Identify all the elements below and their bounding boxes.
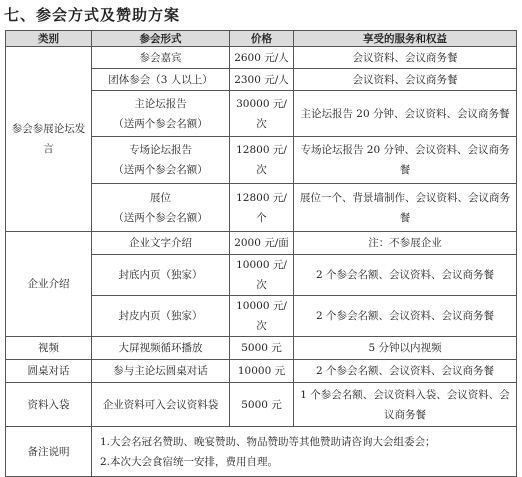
form-cell: 参与主论坛圆桌对话 [92, 360, 230, 383]
form-cell [92, 137, 230, 184]
price-cell: 5000 元 [230, 383, 294, 427]
header-row [6, 31, 517, 47]
notes-row [6, 427, 517, 477]
price-cell: 12800 元/次 [230, 137, 294, 184]
category-cell: 视频 [6, 337, 92, 360]
form-cell: 团体参会（3 人以上） [92, 69, 230, 91]
service-cell: 2 个参会名额、会议资料、会议商务餐 [294, 255, 517, 296]
form-cell: 参会嘉宾 [92, 47, 230, 69]
notes-cell [92, 427, 517, 477]
category-cell [6, 47, 92, 232]
form-label: 展位 [150, 191, 171, 204]
note-line: 2.本次大会食宿统一安排，费用自理。 [100, 455, 279, 468]
category-cell: 企业介绍 [6, 232, 92, 337]
note-line: 1.大会名冠名赞助、晚宴赞助、物品赞助等其他赞助请咨询大会组委会； [100, 435, 436, 448]
form-cell [92, 91, 230, 137]
sponsorship-table [5, 30, 517, 477]
col-header-category: 类别 [6, 31, 92, 47]
form-note: （送两个参会名额） [113, 164, 208, 176]
form-cell: 封皮内页（独家） [92, 296, 230, 337]
price-cell: 5000 元 [230, 337, 294, 360]
price-cell: 2600 元/人 [230, 47, 294, 69]
form-cell: 企业资料可入会议资料袋 [92, 383, 230, 427]
service-cell: 会议资料、会议商务餐 [294, 47, 517, 69]
form-cell: 封底内页（独家） [92, 255, 230, 296]
category-label: 参会参展论坛发言 [11, 123, 86, 155]
col-header-price: 价格 [230, 31, 294, 47]
price-cell: 2000 元/面 [230, 232, 294, 255]
col-header-service: 享受的服务和权益 [294, 31, 517, 47]
form-label: 专场论坛报告 [129, 144, 192, 156]
price-cell: 10000 元/次 [230, 255, 294, 296]
service-cell: 2 个参会名额、会议资料、会议商务餐 [294, 296, 517, 337]
service-cell: 注：不参展企业 [294, 232, 517, 255]
section-heading: 七、参会方式及赞助方案 [4, 6, 181, 24]
form-label: 主论坛报告 [134, 97, 187, 110]
service-cell: 专场论坛报告 20 分钟、会议资料、会议商务餐 [294, 137, 517, 184]
form-cell [92, 184, 230, 232]
table-row [6, 360, 517, 383]
form-cell: 企业文字介绍 [92, 232, 230, 255]
service-cell: 2 个参会名额、会议资料、会议商务餐 [294, 360, 517, 383]
service-cell: 5 分钟以内视频 [294, 337, 517, 360]
price-cell: 30000 元/次 [230, 91, 294, 137]
table-row [6, 383, 517, 427]
price-cell: 2300 元/人 [230, 69, 294, 91]
service-cell: 展位一个、背景墙制作、会议资料、会议商务餐 [294, 184, 517, 232]
table-row [6, 232, 517, 255]
service-cell: 会议资料、会议商务餐 [294, 69, 517, 91]
form-note: （送两个参会名额） [113, 117, 208, 130]
col-header-form: 参会形式 [92, 31, 230, 47]
price-cell: 10000 元 [230, 360, 294, 383]
service-cell: 主论坛报告 20 分钟、会议资料、会议商务餐 [294, 91, 517, 137]
form-cell: 大屏视频循环播放 [92, 337, 230, 360]
category-cell: 圆桌对话 [6, 360, 92, 383]
category-cell: 资料入袋 [6, 383, 92, 427]
service-cell: 1 个参会名额、会议资料入袋、会议资料、会议商务餐 [294, 383, 517, 427]
price-cell: 12800 元/个 [230, 184, 294, 232]
table-row [6, 337, 517, 360]
table-row [6, 47, 517, 69]
form-note: （送两个参会名额） [113, 211, 208, 224]
category-cell: 备注说明 [6, 427, 92, 477]
price-cell: 10000 元/次 [230, 296, 294, 337]
